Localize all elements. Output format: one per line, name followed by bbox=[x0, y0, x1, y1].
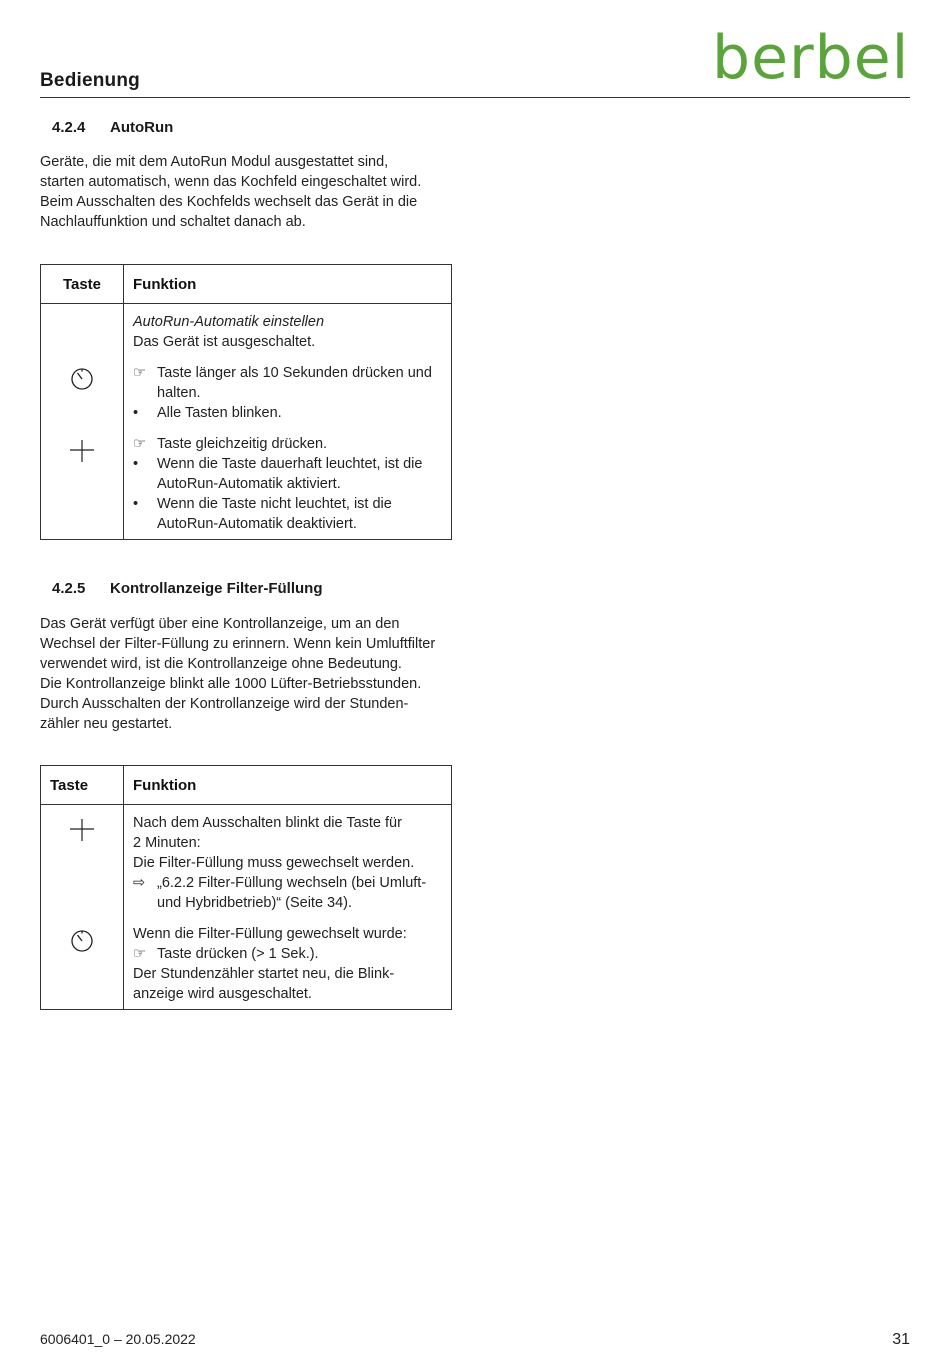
header-divider bbox=[40, 97, 910, 98]
text-line: Das Gerät verfügt über eine Kontrollanzeige, um an den bbox=[40, 616, 400, 632]
text-line: zähler neu gestartet. bbox=[40, 716, 173, 732]
timer-icon bbox=[69, 366, 95, 392]
section-title: AutoRun bbox=[110, 119, 174, 136]
instruction-step bbox=[133, 363, 442, 403]
footer-document-id: 6006401_0 – 20.05.2022 bbox=[40, 1331, 196, 1347]
text-line: „6.2.2 Filter-Füllung wechseln (bei Umluft- bbox=[157, 875, 427, 891]
page-section-title: Bedienung bbox=[40, 70, 140, 91]
key-icons-cell bbox=[41, 805, 124, 1010]
section-number: 4.2.4 bbox=[52, 119, 86, 136]
bullet-icon: • bbox=[133, 456, 139, 472]
text-line: Taste gleichzeitig drücken. bbox=[157, 436, 328, 452]
hand-pointer-icon: ☞ bbox=[133, 946, 146, 962]
text-line: Wenn die Filter-Füllung gewechselt wurde: bbox=[133, 926, 407, 942]
text-line: Beim Ausschalten des Kochfelds wechselt das Gerät in die bbox=[40, 194, 418, 210]
column-header-function: Funktion bbox=[124, 766, 452, 805]
bullet-icon: • bbox=[133, 405, 139, 421]
column-header-key: Taste bbox=[41, 265, 124, 304]
text-line: Geräte, die mit dem AutoRun Modul ausgestattet sind, bbox=[40, 154, 389, 170]
footer-page-number: 31 bbox=[892, 1331, 910, 1348]
autorun-description bbox=[40, 152, 460, 232]
text-line: Wechsel der Filter-Füllung zu erinnern. Wenn kein Umluftfilter bbox=[40, 636, 436, 652]
text-line: Durch Ausschalten der Kontrollanzeige wird der Stunden- bbox=[40, 696, 409, 712]
plus-icon bbox=[69, 817, 95, 843]
text-line: Taste drücken (> 1 Sek.). bbox=[157, 946, 319, 962]
function-heading: AutoRun-Automatik einstellen bbox=[133, 314, 325, 330]
text-line: Nach dem Ausschalten blinkt die Taste für bbox=[133, 815, 402, 831]
result-item bbox=[133, 403, 442, 423]
text-line: Die Kontrollanzeige blinkt alle 1000 Lüfter-Betriebsstunden. bbox=[40, 676, 422, 692]
section-heading-autorun bbox=[52, 119, 173, 136]
text-line: 2 Minuten: bbox=[133, 835, 201, 851]
bullet-icon: • bbox=[133, 496, 139, 512]
cross-reference bbox=[133, 873, 442, 913]
hand-pointer-icon: ☞ bbox=[133, 365, 146, 381]
result-item bbox=[133, 454, 442, 494]
text-line: Der Stundenzähler startet neu, die Blink- bbox=[133, 966, 395, 982]
timer-icon bbox=[69, 928, 95, 954]
filter-function-table bbox=[40, 765, 452, 1010]
column-header-key: Taste bbox=[41, 766, 124, 805]
section-number: 4.2.5 bbox=[52, 580, 86, 597]
text-line: halten. bbox=[157, 385, 201, 401]
instruction-step bbox=[133, 944, 442, 964]
text-line: Taste länger als 10 Sekunden drücken und bbox=[157, 365, 432, 381]
section-title: Kontrollanzeige Filter-Füllung bbox=[110, 580, 323, 597]
text-line: Nachlauffunktion und schaltet danach ab. bbox=[40, 214, 306, 230]
device-state: Das Gerät ist ausgeschaltet. bbox=[133, 334, 316, 350]
text-line: starten automatisch, wenn das Kochfeld eingeschaltet wird. bbox=[40, 174, 422, 190]
result-item bbox=[133, 494, 442, 534]
text-line: verwendet wird, ist die Kontrollanzeige ohne Bedeutung. bbox=[40, 656, 402, 672]
key-icons-cell bbox=[41, 304, 124, 540]
hand-pointer-icon: ☞ bbox=[133, 436, 146, 452]
filter-indicator-description bbox=[40, 614, 460, 734]
text-line: Alle Tasten blinken. bbox=[157, 405, 282, 421]
function-description-cell bbox=[124, 304, 452, 540]
text-line: Wenn die Taste dauerhaft leuchtet, ist die bbox=[157, 456, 423, 472]
instruction-step bbox=[133, 434, 442, 454]
function-description-cell bbox=[124, 805, 452, 1010]
text-line: anzeige wird ausgeschaltet. bbox=[133, 986, 312, 1002]
text-line: und Hybridbetrieb)“ (Seite 34). bbox=[157, 895, 353, 911]
text-line: Die Filter-Füllung muss gewechselt werden. bbox=[133, 855, 415, 871]
text-line: AutoRun-Automatik deaktiviert. bbox=[157, 516, 357, 532]
text-line: Wenn die Taste nicht leuchtet, ist die bbox=[157, 496, 392, 512]
plus-icon bbox=[69, 438, 95, 464]
autorun-function-table bbox=[40, 264, 452, 540]
section-heading-filter-indicator bbox=[52, 580, 323, 597]
arrow-right-icon: ⇨ bbox=[133, 875, 146, 891]
column-header-function: Funktion bbox=[124, 265, 452, 304]
text-line: AutoRun-Automatik aktiviert. bbox=[157, 476, 341, 492]
berbel-logo: berbel bbox=[712, 23, 910, 93]
